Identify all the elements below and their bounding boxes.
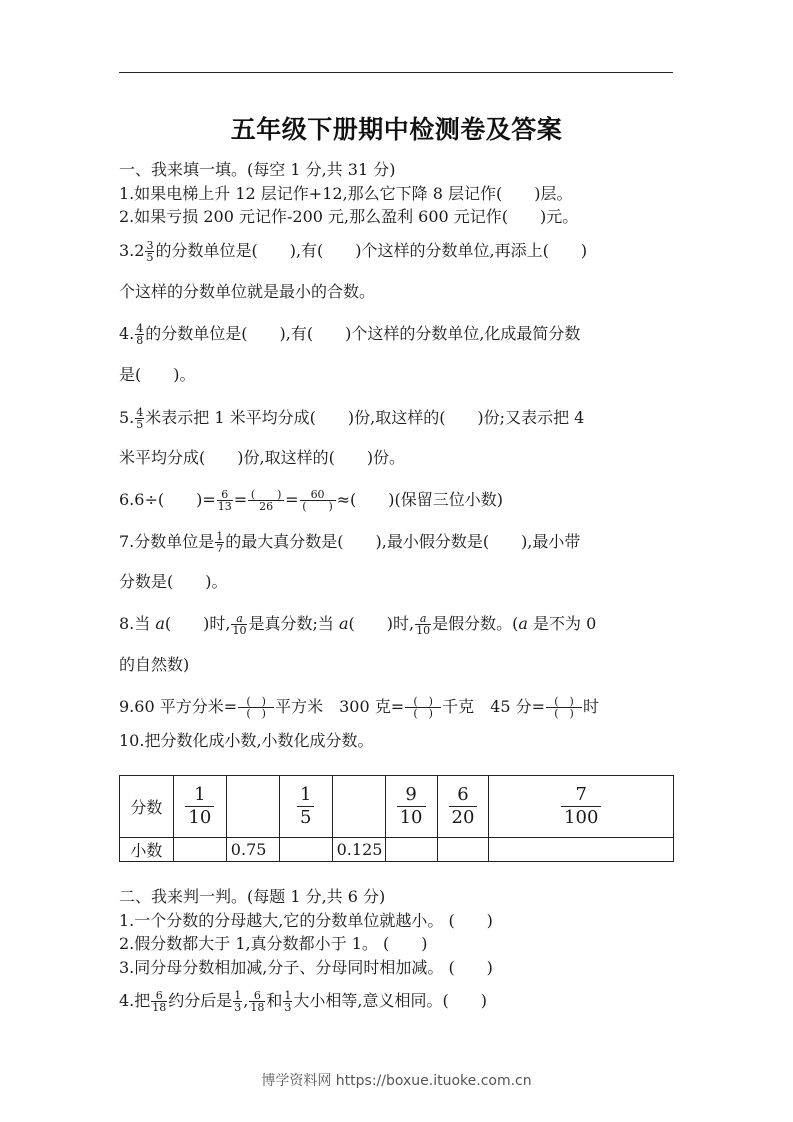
section2-heading: 二、我来判一判。(每题 1 分,共 6 分)	[119, 887, 386, 906]
s1-question-9: 9.60 平方分米= $\frac{( )}{( )}$ 平方米 300 克= $\frac{( )}{( )}$ 千克 45 分= $\frac{( )}{( )}$ 时	[119, 695, 600, 720]
s1-question-7-cont: 分数是( )。	[119, 572, 228, 591]
footer-watermark: 博学资料网 https://boxue.ituoke.com.cn	[261, 1073, 532, 1089]
fraction: $\frac{a}{10}$	[416, 612, 431, 637]
decimal-cell: 0.75	[226, 838, 279, 862]
conversion-table	[119, 775, 674, 862]
row-label: 小数	[120, 838, 174, 862]
fraction: $\frac{6}{18}$	[250, 989, 265, 1014]
header-rule	[119, 72, 673, 73]
row-label: 分数	[120, 776, 174, 838]
s1-question-4-cont: 是( )。	[119, 365, 196, 384]
s2-question-4: 4.把 $\frac{6}{18}$ 约分后是 $\frac{1}{3}$ , $\frac{6}{18}$ 和 $\frac{1}{3}$ 大小相等,意义相同。( )	[119, 989, 487, 1014]
fraction-cell: $\frac{6}{20}$	[437, 776, 489, 838]
decimal-cell	[279, 838, 332, 862]
fraction: $\frac{1}{3}$	[234, 989, 242, 1014]
fraction: $\frac{60}{( )}$	[300, 489, 336, 512]
s1-question-7: 7.分数单位是 $\frac{1}{7}$ 的最大真分数是( ),最小假分数是( ),最小带	[119, 530, 581, 555]
fraction-blank: $\frac{( )}{( )}$	[238, 696, 274, 719]
fraction-row	[120, 776, 674, 838]
fraction-cell: $\frac{7}{100}$	[489, 776, 674, 838]
fraction: $\frac{4}{8}$	[136, 322, 144, 347]
fraction: $\frac{6}{13}$	[217, 488, 232, 513]
fraction-cell: $\frac{9}{10}$	[385, 776, 437, 838]
fraction: $\frac{6}{18}$	[152, 989, 167, 1014]
fraction-cell: $\frac{1}{10}$	[173, 776, 226, 838]
s1-question-5-cont: 米平均分成( )份,取这样的( )份。	[119, 448, 406, 467]
s1-question-4: 4. $\frac{4}{8}$ 的分数单位是( ),有( )个这样的分数单位,化成最简分数	[119, 322, 581, 347]
decimal-cell	[385, 838, 437, 862]
decimal-cell	[437, 838, 489, 862]
fraction-cell: $\frac{1}{5}$	[279, 776, 332, 838]
decimal-cell: 0.125	[332, 838, 385, 862]
fraction: $\frac{1}{3}$	[284, 989, 292, 1014]
fraction-cell-empty	[332, 776, 385, 838]
s1-question-10: 10.把分数化成小数,小数化成分数。	[119, 731, 374, 750]
s1-question-3-cont: 个这样的分数单位就是最小的合数。	[119, 282, 376, 301]
section1-heading: 一、我来填一填。(每空 1 分,共 31 分)	[119, 160, 396, 179]
fraction-blank: $\frac{( )}{( )}$	[405, 696, 441, 719]
fraction-blank: $\frac{( )}{( )}$	[546, 696, 582, 719]
decimal-cell	[489, 838, 674, 862]
s1-question-1: 1.如果电梯上升 12 层记作+12,那么它下降 8 层记作( )层。	[119, 184, 573, 203]
s2-question-2: 2.假分数都大于 1,真分数都小于 1。 ( )	[119, 934, 428, 953]
q3-prefix: 3.2	[119, 241, 145, 260]
s1-question-3: 3.2 $\frac{3}{5}$ 的分数单位是( ),有( )个这样的分数单位,再添上( )	[119, 239, 588, 264]
s1-question-6: 6.6÷( )= $\frac{6}{13}$ = $\frac{( )}{26}$ = $\frac{60}{( )}$ ≈( )(保留三位小数)	[119, 488, 503, 513]
page-title: 五年级下册期中检测卷及答案	[230, 115, 563, 144]
s2-question-3: 3.同分母分数相加减,分子、分母同时相加减。 ( )	[119, 958, 493, 977]
fraction: $\frac{1}{7}$	[216, 530, 224, 555]
decimal-cell	[173, 838, 226, 862]
fraction: $\frac{( )}{26}$	[248, 489, 284, 512]
s1-question-8-cont: 的自然数)	[119, 655, 190, 674]
s1-question-5: 5. $\frac{4}{5}$ 米表示把 1 米平均分成( )份,取这样的( )份;又表示把 4	[119, 406, 585, 431]
fraction: $\frac{3}{5}$	[146, 239, 154, 264]
fraction: $\frac{a}{10}$	[232, 612, 247, 637]
s1-question-8: 8.当 a( )时, $\frac{a}{10}$ 是真分数;当 a( )时, $\frac{a}{10}$ 是假分数。(a 是不为 0	[119, 612, 597, 637]
s1-question-2: 2.如果亏损 200 元记作-200 元,那么盈利 600 元记作( )元。	[119, 207, 579, 226]
s2-question-1: 1.一个分数的分母越大,它的分数单位就越小。 ( )	[119, 911, 493, 930]
fraction: $\frac{4}{5}$	[136, 406, 144, 431]
fraction-cell-empty	[226, 776, 279, 838]
decimal-row	[120, 838, 674, 862]
